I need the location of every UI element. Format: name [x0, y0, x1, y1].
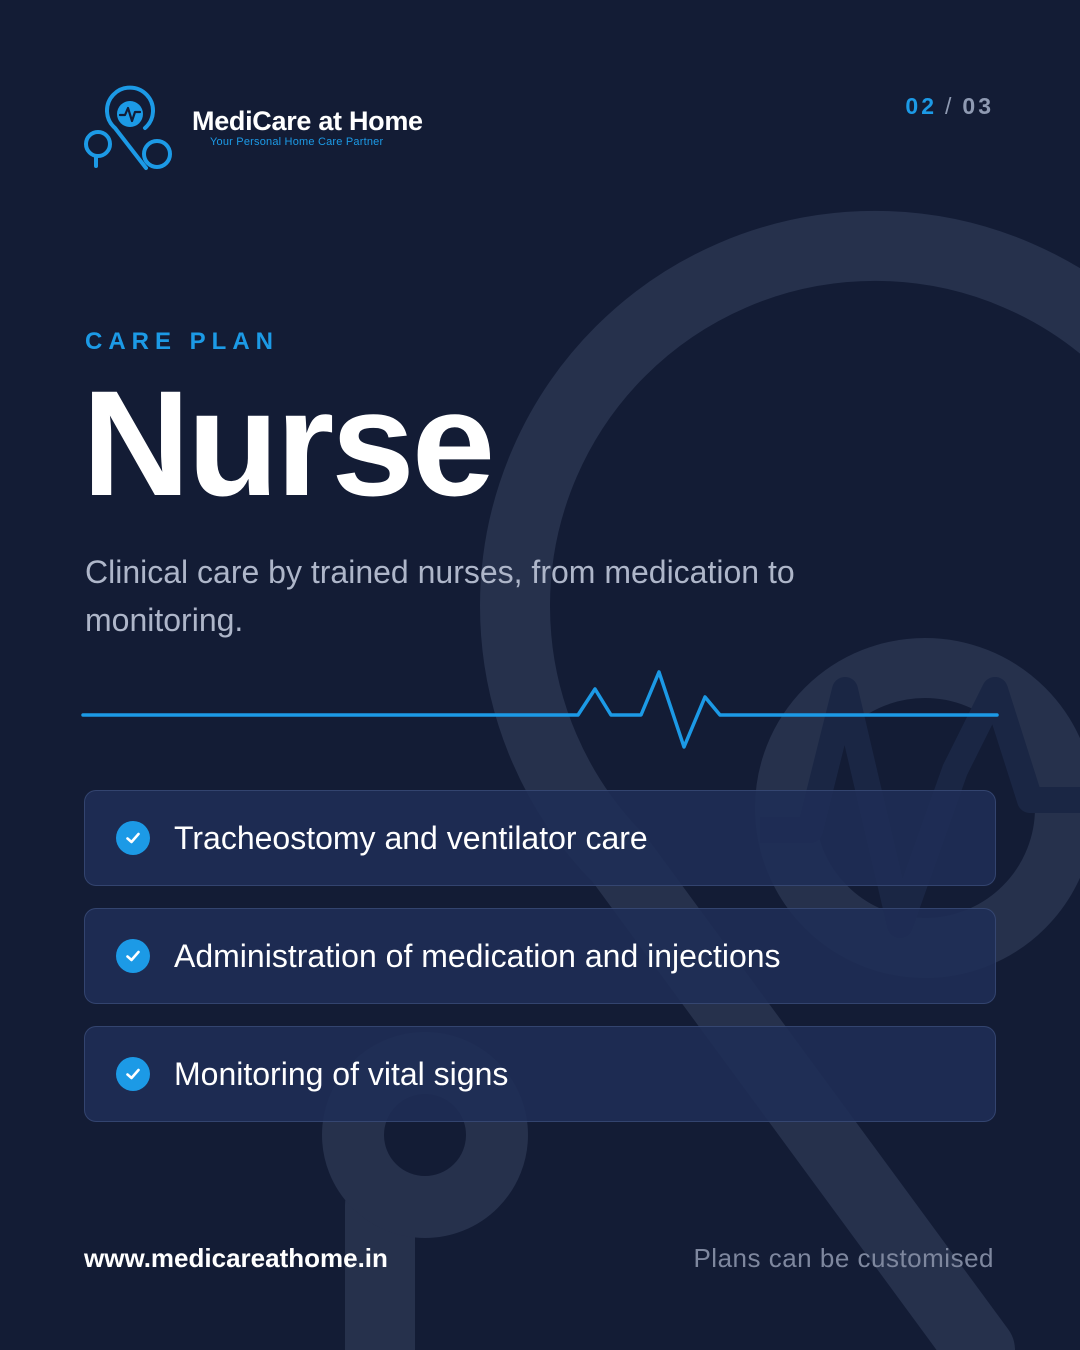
feature-label: Tracheostomy and ventilator care: [174, 819, 648, 856]
check-circle-icon: [116, 939, 150, 973]
page-total: 03: [962, 93, 994, 119]
plan-description: Clinical care by trained nurses, from medication to monitoring.: [85, 554, 795, 638]
stethoscope-pin-logo-icon: [84, 84, 176, 176]
page-indicator: [905, 93, 994, 120]
page-current: 02: [905, 93, 938, 119]
feature-item: [84, 790, 996, 886]
feature-item: [84, 1026, 996, 1122]
brand-header: [84, 84, 423, 176]
brand-tagline: Your Personal Home Care Partner: [210, 136, 384, 149]
customisation-note: Plans can be customised: [693, 1243, 994, 1273]
page-title: Nurse: [82, 359, 493, 527]
feature-list: [84, 790, 996, 1144]
feature-label: Administration of medication and injections: [174, 937, 781, 974]
check-circle-icon: [116, 821, 150, 855]
website-link[interactable]: www.medicareathome.in: [84, 1243, 388, 1273]
feature-label: Monitoring of vital signs: [174, 1055, 509, 1092]
brand-text: [192, 107, 423, 150]
feature-item: [84, 908, 996, 1004]
brand-name: MediCare at Home: [192, 105, 423, 136]
section-eyebrow: CARE PLAN: [85, 328, 280, 355]
heartbeat-divider-icon: [80, 660, 1000, 760]
page-separator: /: [945, 93, 955, 119]
check-circle-icon: [116, 1057, 150, 1091]
